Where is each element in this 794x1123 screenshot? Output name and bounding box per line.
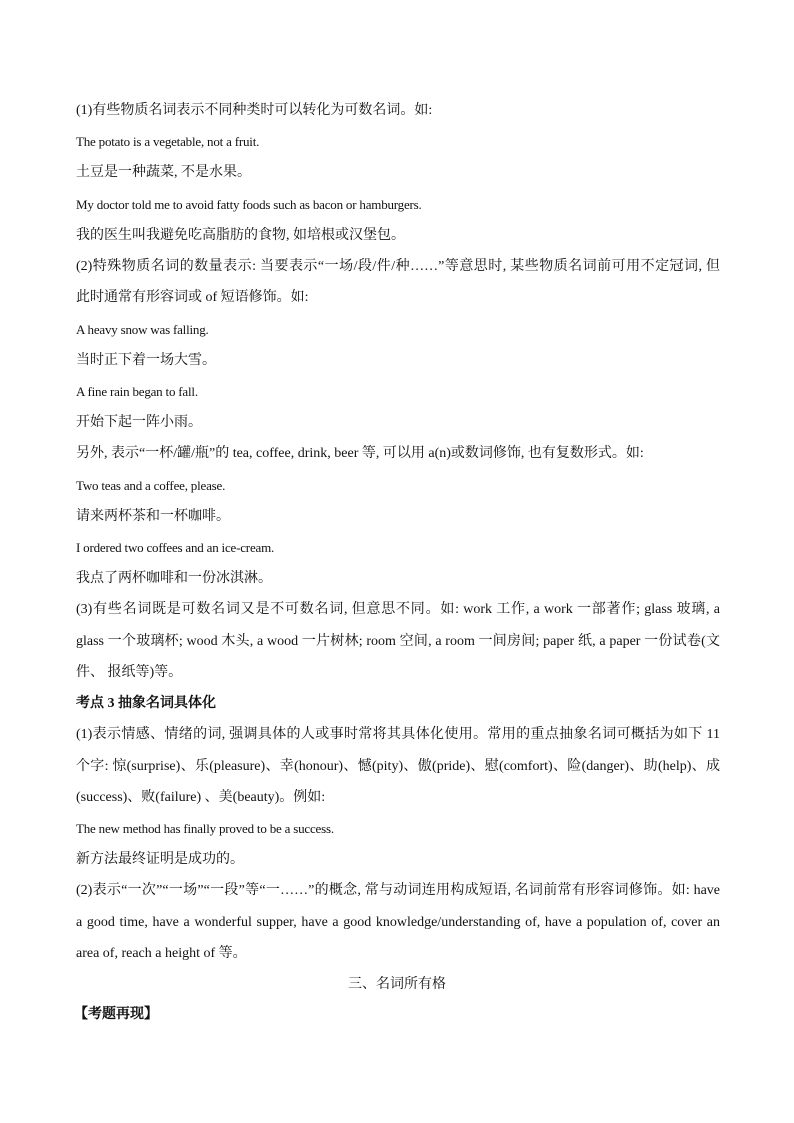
example-translation: 土豆是一种蔬菜, 不是水果。 (76, 165, 251, 180)
example-sentence: The new method has finally proved to be a success. (76, 821, 334, 836)
example-sentence: The potato is a vegetable, not a fruit. (76, 134, 260, 149)
paragraph-1-intro: (1)有些物质名词表示不同种类时可以转化为可数名词。如: (76, 103, 433, 118)
example-sentence: Two teas and a coffee, please. (76, 478, 226, 493)
paragraph-3-line-1: (3)有些名词既是可数名词又是不可数名词, 但意思不同。如: work 工作, a work 一部著作; glass 玻璃, a (76, 602, 720, 617)
paragraph-2-line-1: (2)特殊物质名词的数量表示: 当要表示“一场/段/件/种……”等意思时, 某些物质名词前可用不定冠词, 但 (76, 259, 720, 274)
example-sentence: I ordered two coffees and an ice-cream. (76, 540, 275, 555)
example-sentence: My doctor told me to avoid fatty foods such as bacon or hamburgers. (76, 197, 422, 212)
paragraph-additional: 另外, 表示“一杯/罐/瓶”的 tea, coffee, drink, beer 等, 可以用 a(n)或数词修饰, 也有复数形式。如: (76, 446, 644, 461)
example-translation: 我点了两杯咖啡和一份冰淇淋。 (76, 571, 272, 586)
paragraph-4-line-1: (1)表示情感、情绪的词, 强调具体的人或事时常将其具体化使用。常用的重点抽象名词可概括为如下 11 (76, 727, 720, 742)
paragraph-5-line-1: (2)表示“一次”“一场”“一段”等“一……”的概念, 常与动词连用构成短语, 名词前常有形容词修饰。如: have (76, 883, 720, 898)
paragraph-2-line-2: 此时通常有形容词或 of 短语修饰。如: (76, 290, 309, 305)
paragraph-5-line-3: area of, reach a height of 等。 (76, 946, 247, 961)
section-heading-point-3: 考点 3 抽象名词具体化 (76, 696, 216, 711)
paragraph-3-line-3: 件、 报纸等)等。 (76, 665, 183, 680)
example-translation: 请来两杯茶和一杯咖啡。 (76, 509, 230, 524)
example-translation: 我的医生叫我避免吃高脂肪的食物, 如培根或汉堡包。 (76, 228, 405, 243)
paragraph-3-line-2: glass 一个玻璃杯; wood 木头, a wood 一片树林; room 空间, a room 一间房间; paper 纸, a paper 一份试卷(文 (76, 634, 720, 649)
example-sentence: A fine rain began to fall. (76, 384, 198, 399)
example-sentence: A heavy snow was falling. (76, 322, 209, 337)
exam-review-heading: 【考题再现】 (74, 1007, 158, 1022)
paragraph-4-line-3: (success)、败(failure) 、美(beauty)。例如: (76, 790, 326, 805)
example-translation: 当时正下着一场大雪。 (76, 353, 216, 368)
section-title-possessive: 三、名词所有格 (348, 977, 446, 992)
paragraph-5-line-2: a good time, have a wonderful supper, have a good knowledge/understanding of, have a population of, cover an (76, 915, 720, 930)
example-translation: 开始下起一阵小雨。 (76, 415, 202, 430)
example-translation: 新方法最终证明是成功的。 (76, 852, 244, 867)
paragraph-4-line-2: 个字: 惊(surprise)、乐(pleasure)、幸(honour)、憾(pity)、傲(pride)、慰(comfort)、险(danger)、助(help)、成 (76, 759, 720, 774)
